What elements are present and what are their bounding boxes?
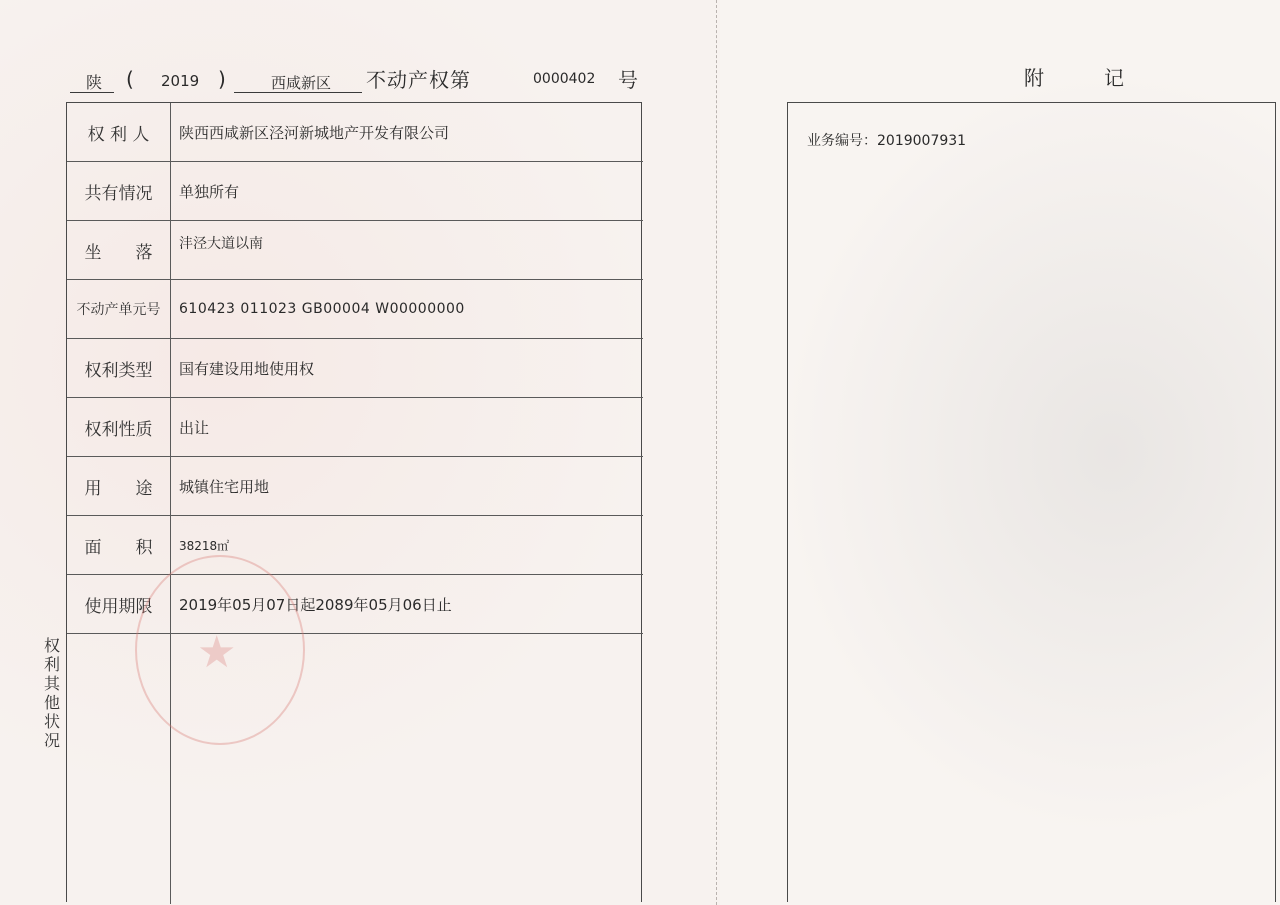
row-owner — [67, 103, 643, 162]
label-location: 坐 落 — [67, 221, 171, 279]
row-right-type — [67, 339, 643, 398]
header-province: 陕 — [86, 73, 103, 92]
seal-star-icon: ★ — [197, 627, 237, 678]
underline-district — [234, 92, 362, 93]
row-area — [67, 516, 643, 575]
header-hao: 号 — [618, 68, 638, 92]
other-status-char: 他 — [43, 693, 60, 712]
header-certificate-number: 0000402 — [533, 71, 596, 87]
certificate-header — [66, 62, 646, 98]
value-location: 沣泾大道以南 — [179, 236, 263, 252]
header-certificate-label: 不动产权第 — [366, 68, 471, 92]
page-fold — [716, 0, 719, 905]
other-status-char: 况 — [43, 731, 60, 750]
label-other-status — [42, 636, 62, 750]
label-area: 面 积 — [67, 516, 171, 574]
row-unit-number — [67, 280, 643, 339]
value-co-ownership: 单独所有 — [179, 182, 240, 201]
header-year: 2019 — [161, 72, 200, 90]
label-owner: 权 利 人 — [67, 103, 171, 161]
attachment-box — [787, 102, 1276, 902]
other-status-char: 状 — [43, 712, 60, 731]
other-status-char: 利 — [43, 655, 60, 674]
value-area: 38218㎡ — [179, 538, 230, 553]
row-co-ownership — [67, 162, 643, 221]
label-right-type: 权利类型 — [67, 339, 171, 397]
property-info-table — [66, 102, 642, 902]
value-right-type: 国有建设用地使用权 — [179, 359, 315, 378]
underline-province — [70, 92, 114, 93]
other-status-char: 其 — [43, 674, 60, 693]
attachment-title-char-2: 记 — [1104, 66, 1124, 90]
attachment-title-char-1: 附 — [1024, 66, 1044, 90]
label-right-nature: 权利性质 — [67, 398, 171, 456]
header-district: 西咸新区 — [271, 74, 332, 92]
row-right-nature — [67, 398, 643, 457]
business-number: 业务编号：2019007931 — [807, 133, 967, 149]
value-unit-number: 610423 011023 GB00004 W00000000 — [179, 301, 465, 317]
header-left-paren: ( — [126, 67, 134, 91]
label-term: 使用期限 — [67, 575, 171, 633]
row-term — [67, 575, 643, 634]
value-owner: 陕西西咸新区泾河新城地产开发有限公司 — [179, 123, 450, 142]
row-location — [67, 221, 643, 280]
value-right-nature: 出让 — [179, 418, 210, 437]
other-status-char: 权 — [43, 636, 60, 655]
label-co-ownership: 共有情况 — [67, 162, 171, 220]
label-unit-number: 不动产单元号 — [67, 280, 171, 338]
label-usage: 用 途 — [67, 457, 171, 515]
row-usage — [67, 457, 643, 516]
attachment-title — [1020, 62, 1140, 90]
value-term: 2019年05月07日起2089年05月06日止 — [179, 595, 452, 614]
value-usage: 城镇住宅用地 — [179, 477, 270, 496]
label-other-status-cell — [67, 634, 171, 904]
header-right-paren: ) — [218, 67, 226, 91]
